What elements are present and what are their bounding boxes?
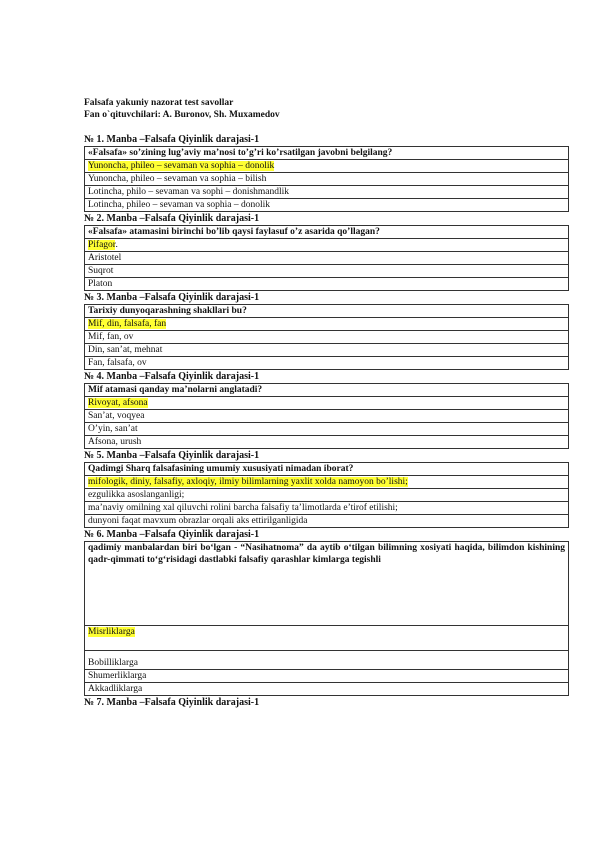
document-title: Falsafa yakuniy nazorat test savollar <box>84 98 234 108</box>
question-1-option-2: Yunoncha, phileo – sevaman va sophia – bilish <box>85 173 569 186</box>
question-3-option-4: Fan, falsafa, ov <box>85 357 569 370</box>
question-4-answer-correct <box>85 397 569 410</box>
question-1-header: № 1. Manba –Falsafa Qiyinlik darajasi-1 <box>84 134 260 145</box>
question-6-option-3: Shumerliklarga <box>85 670 569 683</box>
question-5-answer-correct <box>85 476 569 489</box>
question-3-answer-correct <box>85 318 569 331</box>
question-6-answer-correct <box>85 626 569 651</box>
question-5-option-3: ma’naviy omilning xal qiluvchi rolini barcha falsafiy ta’limotlarda e’tirof etilishi; <box>85 502 569 515</box>
question-5-option-2: ezgulikka asoslanganligi; <box>85 489 569 502</box>
question-2-option-3: Suqrot <box>85 265 569 278</box>
question-1-table <box>84 146 569 212</box>
question-1-option-4: Lotincha, phileo – sevaman va sophia – donolik <box>85 199 569 212</box>
question-3-option-3: Din, san’at, mehnat <box>85 344 569 357</box>
question-4-option-4: Afsona, urush <box>85 436 569 449</box>
question-4-table <box>84 383 569 449</box>
question-3-header: № 3. Manba –Falsafa Qiyinlik darajasi-1 <box>84 292 260 303</box>
question-6-option-4: Akkadliklarga <box>85 683 569 696</box>
question-6-table <box>84 541 569 696</box>
answer-highlight: Misrliklarga <box>88 627 135 637</box>
question-1-option-3: Lotincha, philo – sevaman va sophi – donishmandlik <box>85 186 569 199</box>
document-page <box>84 97 569 709</box>
answer-highlight: mifologik, diniy, falsafiy, axloqiy, ilmiy bilimlarning yaxlit xolda namoyon bo’lishi; <box>88 477 408 487</box>
answer-highlight: Pifagor <box>88 240 116 250</box>
answer-trailing-dot: . <box>115 240 118 250</box>
question-1-answer-correct <box>85 160 569 173</box>
question-2-option-2: Aristotel <box>85 252 569 265</box>
question-3-table <box>84 304 569 370</box>
question-5-option-4: dunyoni faqat mavxum obrazlar orqali aks ettirilganligida <box>85 515 569 528</box>
question-2-header: № 2. Manba –Falsafa Qiyinlik darajasi-1 <box>84 213 260 224</box>
question-5-table <box>84 462 569 528</box>
answer-highlight: Mif, din, falsafa, fan <box>88 319 167 329</box>
question-2-table <box>84 225 569 291</box>
question-6-option-2 <box>85 651 569 670</box>
question-5-text: Qadimgi Sharq falsafasining umumiy xususiyati nimadan iborat? <box>85 463 569 476</box>
question-4-option-3: O’yin, san’at <box>85 423 569 436</box>
question-4-header: № 4. Manba –Falsafa Qiyinlik darajasi-1 <box>84 371 260 382</box>
question-6-header: № 6. Manba –Falsafa Qiyinlik darajasi-1 <box>84 529 260 540</box>
question-6-text: qadimiy manbalardan biri bo‘lgan - “Nasihatnoma” da aytib o‘tilgan bilimning xosiyati haqida, bilimdon kishining qadr-qimmati to‘g‘risidagi dastlabki falsafiy qarashlar kimlarga tegishli <box>85 542 569 626</box>
answer-highlight: Rivoyat, afsona <box>88 398 148 408</box>
question-7-header: № 7. Manba –Falsafa Qiyinlik darajasi-1 <box>84 697 260 708</box>
question-2-answer-correct <box>85 239 569 252</box>
question-3-option-2: Mif, fan, ov <box>85 331 569 344</box>
question-6-option-2-text: Bobilliklarga <box>88 658 138 668</box>
question-4-option-2: San’at, voqyea <box>85 410 569 423</box>
question-2-text: «Falsafa» atamasini birinchi bo’lib qaysi faylasuf o’z asarida qo’llagan? <box>85 226 569 239</box>
question-1-text: «Falsafa» so’zining lug’aviy ma’nosi to’g’ri ko’rsatilgan javobni belgilang? <box>85 147 569 160</box>
question-3-text: Tarixiy dunyoqarashning shakllari bu? <box>85 305 569 318</box>
question-4-text: Mif atamasi qanday ma’nolarni anglatadi? <box>85 384 569 397</box>
question-5-header: № 5. Manba –Falsafa Qiyinlik darajasi-1 <box>84 450 260 461</box>
document-authors: Fan o`qituvchilari: A. Buronov, Sh. Muxamedov <box>84 110 280 120</box>
answer-highlight: Yunoncha, phileo – sevaman va sophia – donolik <box>88 161 275 171</box>
question-2-option-4: Platon <box>85 278 569 291</box>
